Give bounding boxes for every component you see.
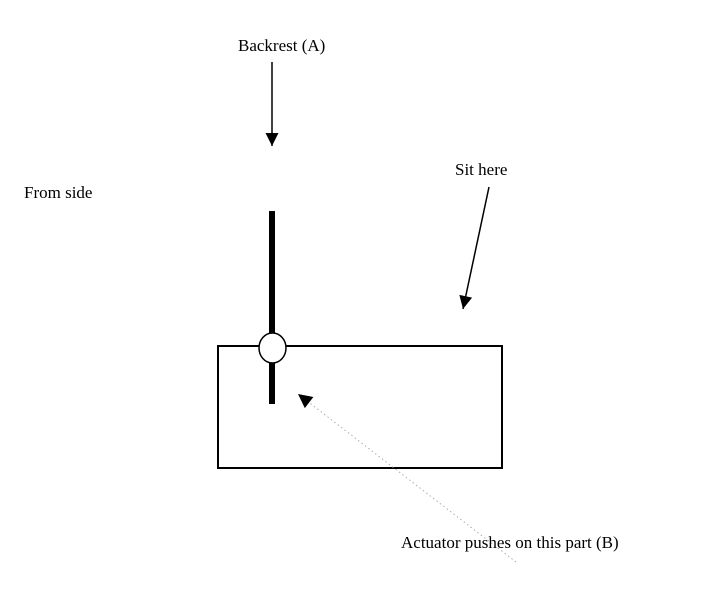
from-side-label: From side	[24, 183, 93, 202]
seat-rectangle	[218, 346, 502, 468]
sit-here-pointer-arrow	[463, 187, 489, 309]
pivot-circle	[259, 333, 286, 363]
actuator-label: Actuator pushes on this part (B)	[401, 533, 619, 552]
backrest-label: Backrest (A)	[238, 36, 326, 55]
sit-here-label: Sit here	[455, 160, 508, 179]
